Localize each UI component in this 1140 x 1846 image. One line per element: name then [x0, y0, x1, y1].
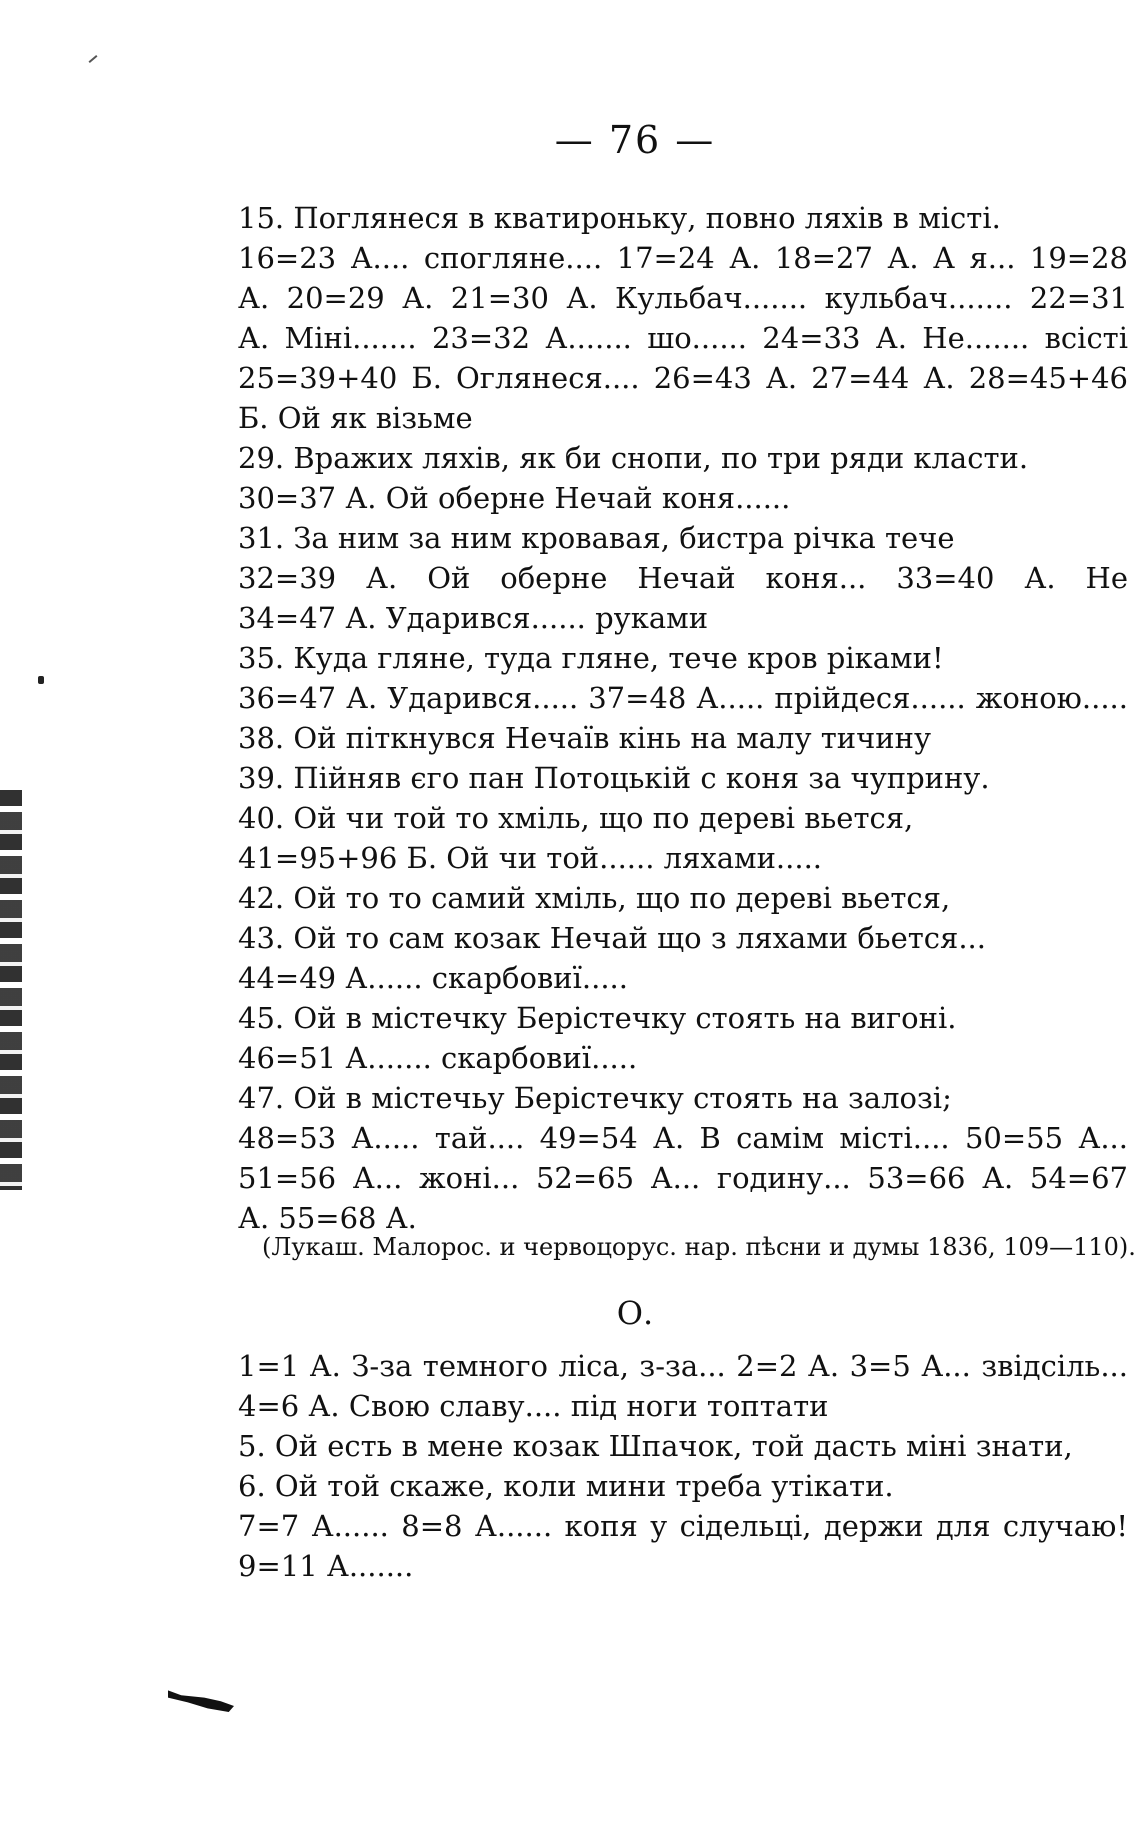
text-line: 4=6 А. Свою славу.... під ноги топтати — [238, 1389, 829, 1423]
text-line: 39. Пійняв єго пан Потоцькій с коня за чуприну. — [238, 761, 990, 795]
scan-dot-artifact — [38, 676, 44, 684]
spine-edge-artifact — [0, 790, 22, 1190]
text-line: 29. Вражих ляхів, як би снопи, по три ряди класти. — [238, 441, 1029, 475]
text-line: 36=47 А. Ударився..... 37=48 А..... прійдеся...... жоною..... — [238, 681, 1128, 715]
text-block-main — [238, 198, 1128, 1238]
text-line: 46=51 А....... скарбовиї..... — [238, 1041, 638, 1075]
text-line: А. 55=68 А. — [238, 1201, 417, 1235]
text-line: 25=39+40 Б. Оглянеся.... 26=43 А. 27=44 А. 28=45+46 — [238, 361, 1128, 395]
text-line: 6. Ой той скаже, коли мини треба утікати. — [238, 1469, 894, 1503]
text-line: 32=39 А. Ой оберне Нечай коня... 33=40 А. Не — [238, 561, 1128, 595]
scan-tick-artifact — [89, 55, 98, 63]
text-line: 35. Куда гляне, туда гляне, тече кров ріками! — [238, 641, 944, 675]
text-line: А. Міні....... 23=32 А....... шо...... 24=33 А. Не....... всісті — [238, 321, 1128, 355]
text-line: 48=53 А..... тай.... 49=54 А. В самім місті.... 50=55 А... — [238, 1121, 1128, 1155]
text-line: 41=95+96 Б. Ой чи той...... ляхами..... — [238, 841, 823, 875]
text-line: 15. Поглянеся в кватироньку, повно ляхів в місті. — [238, 201, 1001, 235]
text-line: 5. Ой есть в мене козак Шпачок, той дасть міні знати, — [238, 1429, 1073, 1463]
text-line: 45. Ой в містечку Берістечку стоять на вигоні. — [238, 1001, 957, 1035]
text-line: 16=23 А.... спогляне.... 17=24 А. 18=27 А. А я... 19=28 — [238, 241, 1128, 275]
text-line: 43. Ой то сам козак Нечай що з ляхами бьется... — [238, 921, 986, 955]
text-line: 30=37 А. Ой оберне Нечай коня...... — [238, 481, 791, 515]
page-number: — 76 — — [554, 118, 716, 162]
text-line: 40. Ой чи той то хміль, що по дереві вьется, — [238, 801, 914, 835]
text-line: 9=11 А....... — [238, 1549, 414, 1583]
text-line: 42. Ой то то самий хміль, що по дереві вьется, — [238, 881, 951, 915]
text-line: 7=7 А...... 8=8 А...... копя у сідельці, держи для случаю! — [238, 1509, 1128, 1543]
ink-blot-artifact — [168, 1688, 234, 1712]
text-block-section-o — [238, 1346, 1128, 1586]
source-citation: (Лукаш. Малорос. и червоцорус. нар. пѣсни и думы 1836, 109—110). — [262, 1233, 1136, 1261]
text-line: Б. Ой як візьме — [238, 401, 473, 435]
text-line: 44=49 А...... скарбовиї..... — [238, 961, 628, 995]
text-line: 47. Ой в містечьу Берістечку стоять на залозі; — [238, 1081, 952, 1115]
section-heading: О. — [616, 1294, 654, 1332]
text-line: 1=1 А. З-за темного ліса, з-за... 2=2 А. 3=5 А... звідсіль... — [238, 1349, 1128, 1383]
text-line: 34=47 А. Ударився...... руками — [238, 601, 709, 635]
text-line: 51=56 А... жоні... 52=65 А... годину... 53=66 А. 54=67 — [238, 1161, 1128, 1195]
text-line: 38. Ой піткнувся Нечаїв кінь на малу тичину — [238, 721, 932, 755]
text-line: 31. За ним за ним кровавая, бистра річка тече — [238, 521, 955, 555]
text-line: А. 20=29 А. 21=30 А. Кульбач....... кульбач....... 22=31 — [238, 281, 1128, 315]
